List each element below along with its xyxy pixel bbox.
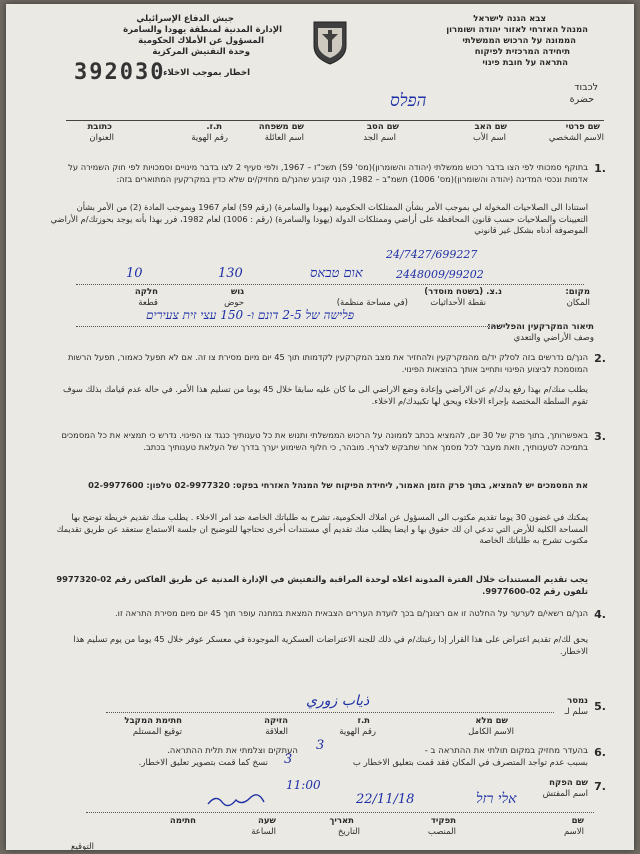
inspector-label-he: שם הפקח — [549, 778, 588, 788]
field-full-name-ar: الاسم الكامل — [468, 727, 514, 737]
inspector-field-time-ar: الساعة — [251, 827, 276, 837]
inspector-field-date-ar: التاريخ — [337, 827, 360, 837]
handwritten-recipient: ذياب زوري — [306, 693, 370, 709]
field-recipient-signature-ar: توقيع المستلم — [132, 727, 182, 737]
header-he-line: תיחידה המרכזית לפיקוח — [474, 47, 570, 57]
inspector-field-date: תאריך — [329, 816, 354, 826]
recipient-label-ar: حضرة — [569, 94, 594, 105]
field-id-ar: رقم الهوية — [339, 727, 376, 737]
field-id: ת.ז — [357, 716, 370, 726]
field-full-name: שם מלא — [475, 716, 508, 726]
handwritten-copies-ar: 3 — [284, 752, 293, 767]
land-header-parcel-ar: قطعة — [138, 298, 158, 308]
header-father-name-ar: اسم الأب — [472, 133, 506, 143]
inspector-field-signature: חתימה — [169, 816, 196, 826]
inspector-field-time: שעה — [258, 816, 276, 826]
inspector-field-role: תפקיד — [430, 816, 456, 826]
header-id: ת.ז. — [206, 122, 222, 132]
inspector-label-ar: اسم المفتش — [542, 789, 588, 799]
handwritten-date: 22/11/18 — [356, 792, 415, 807]
land-row-line — [76, 284, 584, 285]
inspector-line — [86, 812, 594, 813]
signature-icon — [206, 792, 266, 810]
section-5-number: 5. — [594, 700, 606, 713]
inspector-field-signature-ar: التوقيع — [70, 842, 94, 850]
land-header-coords: נ.צ. (בשטח מוסדר) — [424, 287, 502, 297]
header-grandfather-name-ar: اسم الجد — [363, 133, 396, 143]
land-header-parcel: חלקה — [134, 287, 158, 297]
header-grandfather-name: שם הסב — [366, 122, 399, 132]
header-first-name-ar: الاسم الشخصي — [548, 133, 604, 143]
description-line — [76, 326, 494, 327]
section-6-hebrew-tail: העתקים וצלמתי את תלית ההתראה. — [167, 746, 298, 756]
eviction-notice — [6, 4, 634, 850]
section-6-number: 6. — [594, 746, 606, 759]
handwritten-place: אום טבאס — [310, 266, 363, 281]
handwritten-coords-2: 2448009/99202 — [396, 268, 484, 281]
header-he-line: התראה על חובת פינוי — [482, 58, 568, 68]
emblem-icon — [310, 18, 350, 66]
field-relation: הזיקה — [264, 716, 288, 726]
handwritten-name: הפלס — [390, 91, 427, 111]
handwritten-block: 130 — [218, 266, 243, 281]
section-3-contact-ar: يجب تقديم المستندات خلال الفترة المدونة اعلاه لوحدة المراقبة والتفتيش في الإدارة المدنية عن طريق الفاكس رقم 02-9977320 تلفون رقم 02-9977600. — [56, 574, 588, 596]
header-ar-line: اخطار بموجب الاخلاء — [163, 68, 250, 78]
section-2-number: 2. — [594, 352, 606, 365]
section-3-contact-he: את המסמכים יש להמציא, בתוך פרק הזמן האמור, ליחידת הפיקוח של המנהל האזרחי בפקס: 02-9977320 טלפון: 02-9977600 — [88, 480, 588, 490]
delivered-to-label-ar: سلم لـ — [564, 707, 588, 717]
handwritten-coords-1: 24/7427/699227 — [386, 248, 478, 261]
handwritten-inspector: אלי רזל — [476, 791, 517, 807]
land-header-place: מקום: — [565, 287, 590, 297]
header-he-line: המנהל האזרחי לאזור יהודה ושומרון — [446, 25, 588, 35]
header-ar-line: المسؤول عن الأملاك الحكومية — [138, 36, 264, 46]
header-ar-line: الإدارة المدنية لمنطقة يهودا والسامرة — [123, 25, 282, 35]
header-family-name-ar: اسم العائلة — [264, 133, 304, 143]
header-ar-line: وحدة التفتيش المركزية — [152, 47, 250, 57]
delivered-to-label-he: נמסר — [567, 696, 588, 706]
section-1-number: 1. — [594, 162, 606, 175]
section-2-hebrew: הנך/ם נדרשים בזה לסלק יד/ם מהמקרקעין ולהחזיר את מצב המקרקעין לקדמותו תוך 45 יום מיום מסירת צו זה. אם לא תפעל כאמור, תפעל הרשות המוסמכת לביצוע הפינוי ותחייב אותך בהוצאות הפינוי. — [68, 352, 588, 374]
header-he-line: הממונה על הרכוש הממשלתי — [462, 36, 576, 46]
serial-number: 392030 — [74, 60, 166, 85]
recipient-label-he: לכבוד — [574, 82, 598, 93]
inspector-field-name-ar: الاسم — [564, 827, 584, 837]
section-4-arabic: يحق لك/م تقديم اعتراض على هذا القرار إذا رغبتك/م في ذلك للجنة الاعتراضات العسكرية الموجودة في معسكر عوفر خلال 45 يوما من يوم تسليم هذا الاخطار. — [73, 634, 588, 656]
land-header-block: גוש — [230, 287, 244, 297]
header-address: כתובת — [87, 122, 112, 132]
section-4-number: 4. — [594, 608, 606, 621]
header-he-line: צבא הגנה לישראל — [473, 14, 546, 24]
land-header-coords-note-ar: (في مساحة منظمة) — [336, 298, 408, 308]
description-label-he: תיאור המקרקעין והפלישה: — [487, 322, 594, 332]
delivery-line — [106, 712, 554, 713]
description-label-ar: وصف الأراضي والتعدي — [513, 333, 594, 343]
handwritten-copies: 3 — [316, 738, 325, 753]
section-1-arabic: استنادا الى الصلاحيات المخولة لي بموجب الأمر بشأن الممتلكات الحكومية (يهودا والسامرة) (رقم 59) لعام 1967 وبموجب المادة (2) من الأمر بشأن التعيينات والصلاحيات حسب قانون المحافظة على أراضي وممتلكات الدولة (يهودا والسامرة) (رقم : 1006) لعام 1982، فرر بهذا بأنه يوجد بحوزتك/م الأراضي الموصوفة أدناه بشكل غير قانوني — [50, 202, 588, 235]
section-2-arabic: يطلب منك/م بهذا رفع يدك/م عن الاراضي وإعادة وضع الاراضي الى ما كان عليه سابقا خلال 45 يوما من تسليم هذا الأمر. في حالة عدم قيامك بذلك سوف تقوم السلطة المختصة بإجراء الاخلاء ويحق لها تكبيدك/م الاخلاء. — [63, 384, 588, 406]
handwritten-description: פלישה של 2-5 דונם ו- 150 עצי זית צעירים — [146, 308, 355, 322]
handwritten-time: 11:00 — [286, 778, 321, 792]
section-4-hebrew: הנך/ם רשאי/ם לערער על החלטה זו אם רצונך/ם בכך לועדת העררים הצבאית המצאת במחנה עופר תוך 45 יום מיום מסירת התראה זו. — [115, 608, 588, 618]
section-1-hebrew: בתוקף סמכותי לפי הצו בדבר רכוש ממשלתי (יהודה והשומרון)(מס' 59) תשכ"ז – 1967, ולפי סעיף 2 לצו בדבר מינויים וסמכויות לפי חוק השמירה על אדמות ונכסי המדינה (יהודה והשומרון)(מס' 1006) תשמ"ב – 1982, הנני קובע שהנך/ם מחזיק/ים שלא כדין במקרקעין המתוארים בזה: — [68, 162, 588, 184]
land-header-block-ar: حوض — [224, 298, 244, 308]
header-ar-line: جيش الدفاع الإسرائيلي — [136, 14, 234, 24]
inspector-field-name: שם — [571, 816, 584, 826]
section-6-hebrew: בהעדר מחזיק במקום תולתי את ההתראה ב - — [424, 746, 588, 756]
land-header-coords-ar: نقطة الأحداثيات — [430, 298, 486, 308]
header-family-name: שם משפחה — [258, 122, 304, 132]
section-6-arabic: بسبب عدم تواجد المتصرف في المكان فقد قمت بتعليق الاخطار ب — [352, 758, 588, 768]
field-relation-ar: العلاقة — [265, 727, 288, 737]
header-first-name: שם פרטי — [565, 122, 600, 132]
section-3-hebrew: באפשרותך, בתוך פרק של 30 יום, להמציא בכתב לממונה על הרכוש הממשלתי ותנוש את כל טענותיך כנגד צו הפינוי. נדרש כי תמציא את כל המסמכים בתמיכה לטענותיך, וזאת מעבר לכל מסמך אחר שתבקש לצרף. מובהר, כי חלוף השימוע יערך בדרך של העלאת טענותיך בכתב. — [61, 430, 588, 452]
land-header-place-ar: المكان — [566, 298, 590, 308]
inspector-field-role-ar: المنصب — [427, 827, 456, 837]
section-6-arabic-tail: نسخ كما قمت بتصوير تعليق الاخطار. — [138, 758, 268, 768]
section-3-arabic: يمكنك في غضون 30 يوما تقديم مكتوب الى المسؤول عن املاك الحكومية، تشرح به طلباتك الخاصة ضد امر الاخلاء . يطلب منك تقديم خريطة توضح بها المساحة الكلية للأرض التي تدعي ان لك حقوق بها و ايضا يطلب منك تقديم أي مستندات أخرى تحتاجها للتوضيح ان جلسة الاستماع ستعقد عن طريق تقديمك مكتوب تشرح به طلباتك الخاصة — [56, 512, 588, 545]
header-id-ar: رقم الهوية — [191, 133, 228, 143]
person-table-line — [66, 120, 604, 121]
header-address-ar: العنوان — [89, 133, 114, 143]
header-father-name: שם האב — [474, 122, 507, 132]
section-7-number: 7. — [594, 780, 606, 793]
section-3-number: 3. — [594, 430, 606, 443]
handwritten-parcel: 10 — [126, 266, 143, 281]
field-recipient-signature: חתימת המקבל — [124, 716, 182, 726]
